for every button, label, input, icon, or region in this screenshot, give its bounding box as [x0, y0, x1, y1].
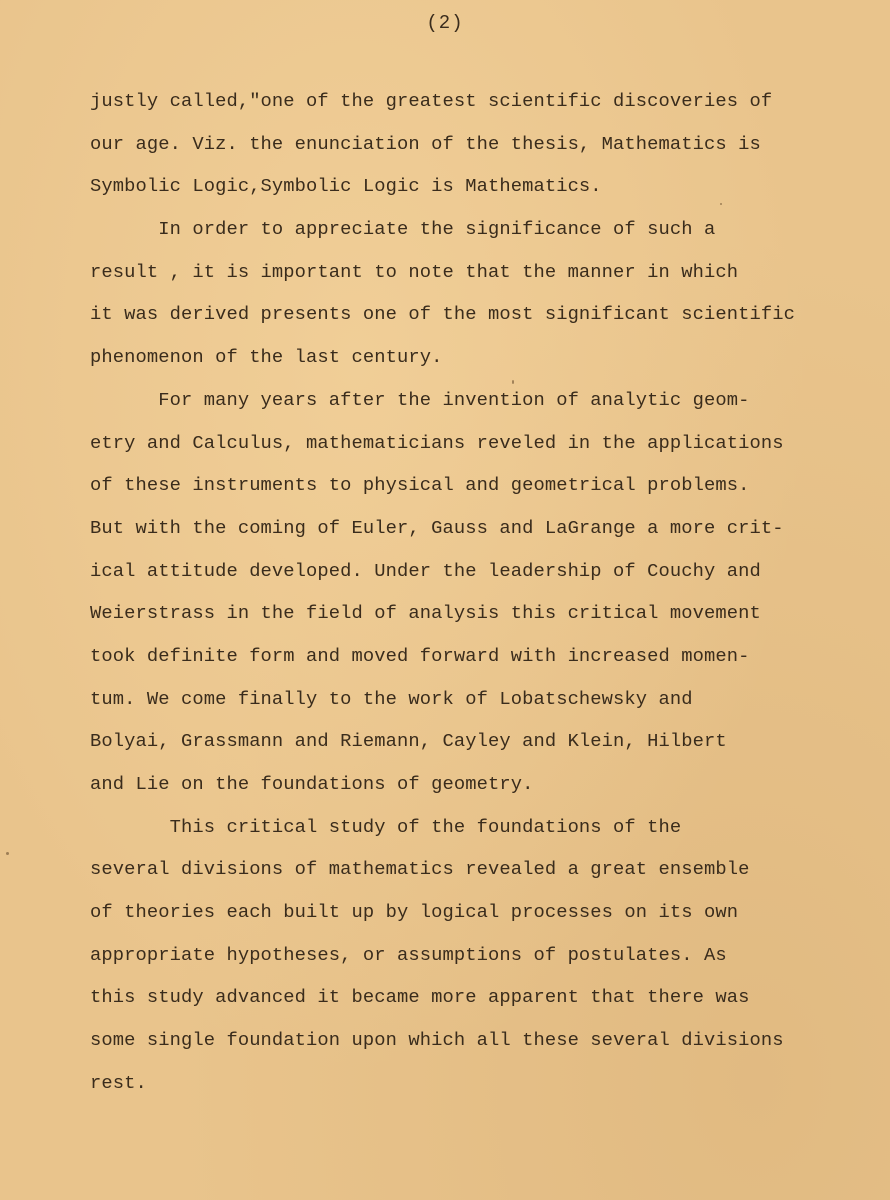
text-line: of these instruments to physical and geometrical problems.	[90, 474, 750, 497]
paper-speck	[6, 852, 9, 855]
text-line: justly called,"one of the greatest scientific discoveries of	[90, 90, 773, 112]
text-line: phenomenon of the last century.	[90, 346, 443, 369]
text-line: etry and Calculus, mathematicians reveled in the applications	[90, 431, 784, 454]
text-line: But with the coming of Euler, Gauss and LaGrange a more crit-	[90, 516, 784, 539]
text-line: several divisions of mathematics revealed a great ensemble	[90, 858, 750, 881]
text-line: Symbolic Logic,Symbolic Logic is Mathematics.	[90, 175, 602, 198]
text-line: this study advanced it became more apparent that there was	[90, 986, 750, 1009]
text-line: it was derived presents one of the most significant scientific	[90, 303, 795, 326]
text-line: ical attitude developed. Under the leadership of Couchy and	[90, 559, 761, 582]
text-line: This critical study of the foundations of the	[90, 815, 682, 838]
text-line: For many years after the invention of analytic geom-	[90, 388, 750, 411]
text-line: some single foundation upon which all these several divisions	[90, 1029, 784, 1052]
text-line: In order to appreciate the significance of such a	[90, 218, 716, 241]
page-number: (2)	[426, 12, 464, 34]
paper-speck	[512, 380, 514, 384]
paper-speck	[720, 203, 722, 205]
text-line: took definite form and moved forward with increased momen-	[90, 644, 750, 667]
text-line: Weierstrass in the field of analysis this critical movement	[90, 602, 761, 625]
typed-body-text	[90, 86, 880, 1111]
text-line: of theories each built up by logical processes on its own	[90, 901, 739, 924]
text-line: Bolyai, Grassmann and Riemann, Cayley and Klein, Hilbert	[90, 730, 727, 753]
text-line: and Lie on the foundations of geometry.	[90, 773, 534, 795]
text-line: rest.	[90, 1071, 147, 1094]
text-line: appropriate hypotheses, or assumptions of postulates. As	[90, 943, 727, 966]
text-line: result , it is important to note that the manner in which	[90, 260, 739, 283]
text-line: our age. Viz. the enunciation of the thesis, Mathematics is	[90, 132, 761, 155]
text-line: tum. We come finally to the work of Lobatschewsky and	[90, 687, 693, 710]
